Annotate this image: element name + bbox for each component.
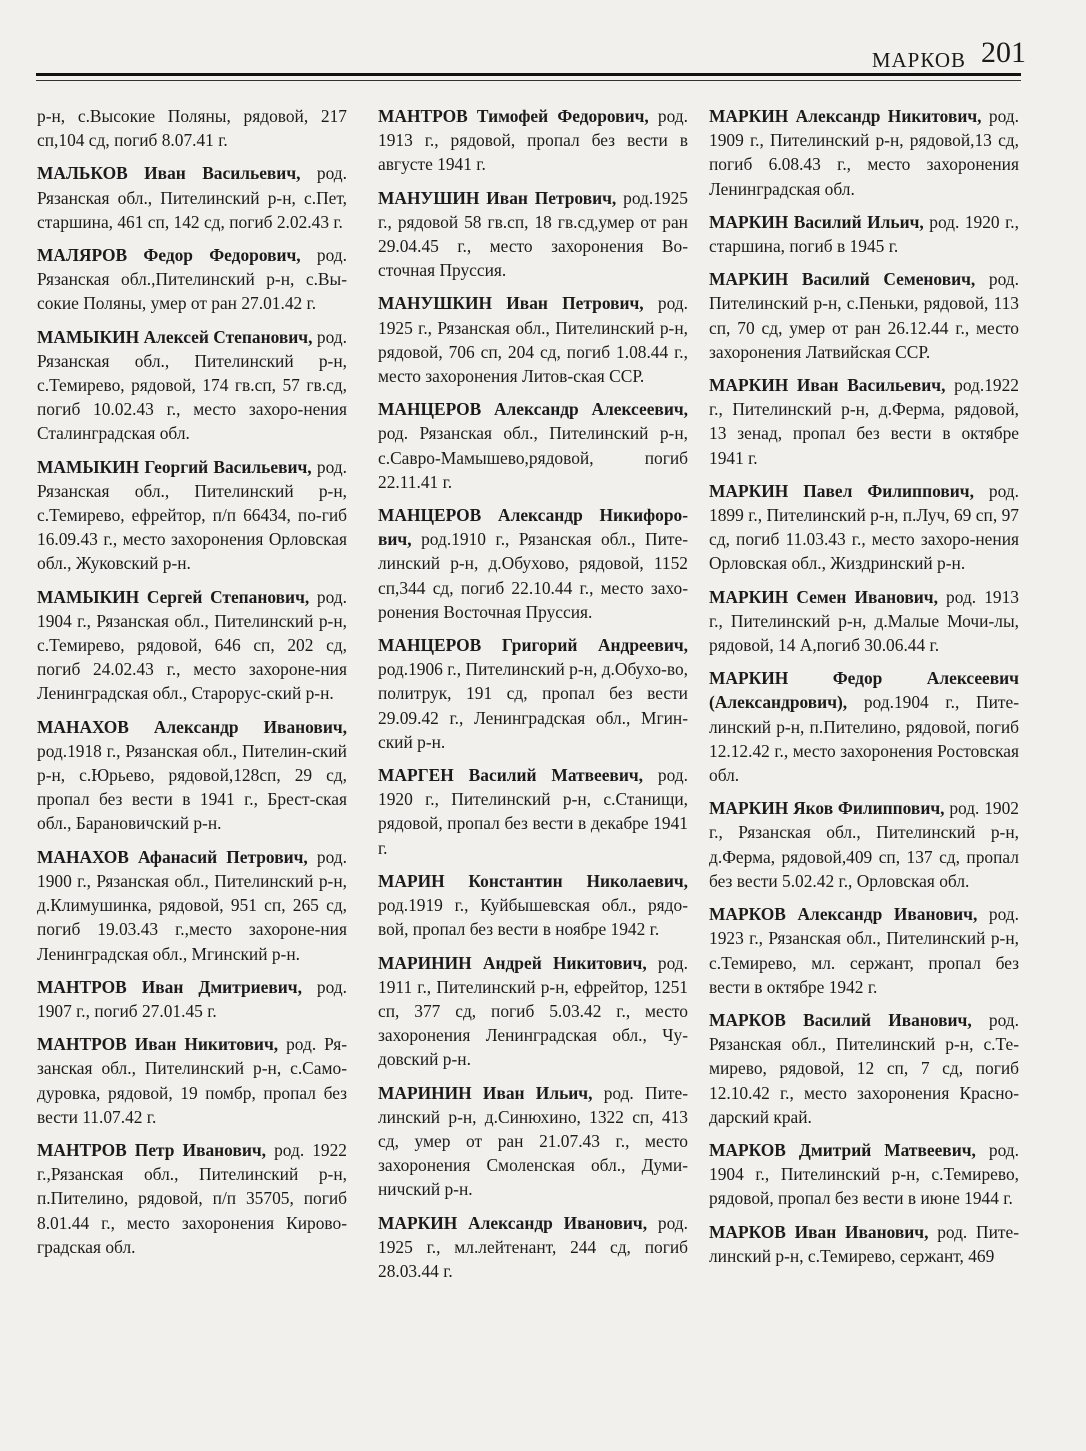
entry-name: МАНТРОВ Иван Дмитриевич, xyxy=(37,976,302,997)
entry-text: род. 1907 г., погиб 27.01.45 г. xyxy=(37,976,347,1021)
entry-name: МАНЦЕРОВ Александр Никифоро-вич, xyxy=(378,505,688,550)
entry xyxy=(37,161,347,234)
entry-name: МАНТРОВ Иван Никитович, xyxy=(37,1034,279,1055)
entry xyxy=(37,975,347,1023)
entry xyxy=(378,951,688,1072)
entry-text: род.1918 г., Рязанская обл., Пителин-ский р-н, с.Юрьево, рядовой,128сп, 29 сд, пропал без вести в 1941 г., Брест-ская обл., Барановичский р-н. xyxy=(37,740,347,834)
entry-name: МАНУШИН Иван Петрович, xyxy=(378,187,617,208)
entry-name: МАНЦЕРОВ Григорий Андреевич, xyxy=(378,635,688,656)
entry-name: МАРКИН Павел Филиппович, xyxy=(709,480,974,501)
entry-text: род. 1922 г.,Рязанская обл., Пителинский р-н, п.Пителино, рядовой, п/п 35705, погиб 8.01.44 г., место захоронения Кирово-градская обл. xyxy=(37,1139,348,1257)
entry-name: МАРИН Константин Николаевич, xyxy=(378,870,688,891)
entry-name: МАРКИН Василий Ильич, xyxy=(709,211,924,232)
entry-text: род. Пителинский р-н, с.Пеньки, рядовой, 113 сп, 70 сд, умер от ран 26.12.44 г., место захоронения Латвийская ССР. xyxy=(709,269,1019,362)
entry xyxy=(37,1138,347,1259)
entry-text: род. 1909 г., Пителинский р-н, рядовой,13 сд, погиб 6.08.43 г., место захоронения Ленинградская обл. xyxy=(709,106,1019,199)
entry-name: МАРГЕН Василий Матвеевич, xyxy=(378,765,644,786)
entry xyxy=(378,397,688,494)
column-1 xyxy=(37,104,347,1268)
entry-name: МАРКОВ Василий Иванович, xyxy=(709,1009,972,1030)
entry xyxy=(37,243,347,316)
entry xyxy=(709,1008,1019,1129)
entry xyxy=(37,104,347,152)
entry-text: род. 1899 г., Пителинский р-н, п.Луч, 69 сп, 97 сд, погиб 11.03.43 г., место захоро-нения Орловская обл., Жиздринский р-н. xyxy=(709,480,1019,574)
entry-name: МАНТРОВ Тимофей Федорович, xyxy=(378,106,649,126)
entry-text: род. Пите-линский р-н, с.Темирево, сержант, 469 xyxy=(709,1221,1019,1266)
entry-text: род. Рязанская обл., Пителинский р-н, с.Пет, старшина, 461 сп, 142 сд, погиб 2.02.43 г. xyxy=(37,163,347,232)
entry xyxy=(709,210,1019,258)
header-rule-thin xyxy=(36,80,1021,81)
entry-text: род. 1920 г., Пителинский р-н, с.Станищи, рядовой, пропал без вести в декабре 1941 г. xyxy=(378,765,688,858)
entry xyxy=(378,104,688,177)
entry-name: МАРКИН Семен Иванович, xyxy=(709,586,938,607)
page-header xyxy=(36,32,1026,72)
entry-name: МАРКОВ Дмитрий Матвеевич, xyxy=(709,1139,976,1160)
entry-text: род. 1913 г., рядовой, пропал без вести в августе 1941 г. xyxy=(378,106,688,175)
entry-name: МАНУШКИН Иван Петрович, xyxy=(378,293,644,314)
entry xyxy=(709,796,1019,893)
entry-name: МАРКИН Александр Иванович, xyxy=(378,1212,648,1233)
entry xyxy=(709,585,1019,658)
entry xyxy=(37,325,347,446)
column-2 xyxy=(378,104,688,1292)
entry-name: МАРКИН Федор Алексеевич (Александрович), xyxy=(709,668,1019,713)
entry-name: МАНАХОВ Александр Иванович, xyxy=(37,716,347,737)
entry-text: род.1906 г., Пителинский р-н, д.Обухо-во, политрук, 191 сд, пропал без вести 29.09.42 г., Ленинградская обл., Мгин-ский р-н. xyxy=(378,659,688,752)
entry-text: род. Рязанская обл.,Пителинский р-н, с.Вы-сокие Поляны, умер от ран 27.01.42 г. xyxy=(37,245,347,314)
entry xyxy=(378,763,688,860)
entry-name: МАРКОВ Иван Иванович, xyxy=(709,1221,929,1242)
entry-text: род. 1904 г., Пителинский р-н, с.Темирево, рядовой, пропал без вести в июне 1944 г. xyxy=(709,1139,1019,1209)
running-head: МАРКОВ xyxy=(871,48,966,72)
entry-name: МАРКИН Василий Семенович, xyxy=(709,269,976,290)
entry-text: род. Рязанская обл., Пителинский р-н, с.Савро-Мамышево,рядовой, погиб 22.11.41 г. xyxy=(378,423,688,492)
page-number: 201 xyxy=(981,36,1026,69)
entry xyxy=(709,902,1019,999)
entry xyxy=(37,1032,347,1129)
entry xyxy=(709,1220,1019,1268)
entry-name: МАМЫКИН Алексей Степанович, xyxy=(37,326,313,347)
entry xyxy=(378,1211,688,1284)
entry-text: род. 1923 г., Рязанская обл., Пителинский р-н, с.Темирево, мл. сержант, пропал без вести в октябре 1942 г. xyxy=(709,904,1020,997)
entry-text: род. 1925 г., Рязанская обл., Пителинский р-н, рядовой, 706 сп, 204 сд, погиб 1.08.44 г., место захоронения Литов-ская ССР. xyxy=(378,293,689,387)
entry-name: МАНЦЕРОВ Александр Алексеевич, xyxy=(378,399,688,420)
entry-name: МАНАХОВ Афанасий Петрович, xyxy=(37,846,308,867)
entry xyxy=(378,869,688,942)
entry xyxy=(378,1081,688,1202)
entry-text: род.1919 г., Куйбышевская обл., рядо-вой, пропал без вести в ноябре 1942 г. xyxy=(378,895,688,940)
entry-text: род. Рязанская обл., Пителинский р-н, с.Те-мирево, рядовой, 12 сп, 7 сд, погиб 12.10.42 г., место захоронения Красно-дарский край. xyxy=(709,1009,1019,1127)
entry-text: род.1922 г., Пителинский р-н, д.Ферма, рядовой, 13 зенад, пропал без вести в октябре 1941 г. xyxy=(709,375,1019,468)
entry-name: МАМЫКИН Георгий Васильевич, xyxy=(37,456,312,477)
entry-name: МАНТРОВ Петр Иванович, xyxy=(37,1139,267,1160)
entry-name: МАМЫКИН Сергей Степанович, xyxy=(37,586,310,607)
entry xyxy=(709,666,1019,787)
entry xyxy=(378,186,688,283)
entry-text: род.1910 г., Рязанская обл., Пите-линский р-н, д.Обухово, рядовой, 1152 сп,344 сд, погиб 22.10.44 г., место захо-ронения Восточная Пруссия. xyxy=(378,529,688,622)
entry xyxy=(378,633,688,754)
entry xyxy=(378,291,688,388)
entry xyxy=(37,455,347,576)
entry-name: МАЛЬКОВ Иван Васильевич, xyxy=(37,163,301,184)
entry-text: род.1904 г., Пите-линский р-н, п.Пителино, рядовой, погиб 12.12.42 г., место захоронения Ростовская обл. xyxy=(709,692,1019,786)
entry-name: МАЛЯРОВ Федор Федорович, xyxy=(37,245,301,266)
entry xyxy=(709,267,1019,364)
entry-name: МАРИНИН Иван Ильич, xyxy=(378,1082,593,1103)
entry-text: род. 1925 г., мл.лейтенант, 244 сд, погиб 28.03.44 г. xyxy=(378,1212,688,1281)
header-rule-thick xyxy=(36,73,1021,76)
entry-text: р-н, с.Высокие Поляны, рядовой, 217 сп,104 сд, погиб 8.07.41 г. xyxy=(37,106,347,151)
entry xyxy=(37,715,347,836)
entry xyxy=(709,1138,1019,1211)
entry-text: род. 1904 г., Рязанская обл., Пителинский р-н, с.Темирево, рядовой, 646 сп, 202 сд, погиб 24.02.43 г., место захороне-ния Ленинградская обл., Старорус-ский р-н. xyxy=(37,586,348,704)
entry xyxy=(378,503,688,624)
entry-name: МАРКИН Александр Никитович, xyxy=(709,106,982,126)
entry-text: род. Рязанская обл., Пителинский р-н, с.Темирево, рядовой, 174 гв.сп, 57 гв.сд, погиб 10.02.43 г., место захоро-нения Сталинградская обл. xyxy=(37,326,347,444)
entry-text: род. Пите-линский р-н, д.Синюхино, 1322 сп, 413 сд, умер от ран 21.07.43 г., место захоронения Смоленская обл., Думи-ничский р-н. xyxy=(378,1082,688,1200)
entry xyxy=(709,479,1019,576)
entry-text: род. Ря-занская обл., Пителинский р-н, с.Само-дуровка, рядовой, 19 помбр, пропал без вести 11.07.42 г. xyxy=(37,1034,347,1127)
entry-text: род. 1900 г., Рязанская обл., Пителинский р-н, д.Климушинка, рядовой, 951 сп, 265 сд, погиб 19.03.43 г.,место захороне-ния Ленинградская обл., Мгинский р-н. xyxy=(37,846,348,964)
entry xyxy=(37,845,347,966)
entry-name: МАРКИН Иван Васильевич, xyxy=(709,375,946,396)
entry xyxy=(37,585,347,706)
entry-text: род. 1902 г., Рязанская обл., Пителинский р-н, д.Ферма, рядовой,409 сп, 137 сд, пропал без вести 5.02.42 г., Орловская обл. xyxy=(709,798,1019,891)
entry-text: род.1925 г., рядовой 58 гв.сп, 18 гв.сд,умер от ран 29.04.45 г., место захоронения Во-сточная Пруссия. xyxy=(378,187,689,281)
entry-text: род. 1913 г., Пителинский р-н, д.Малые Мочи-лы, рядовой, 14 А,погиб 30.06.44 г. xyxy=(709,586,1019,656)
entry-text: род. 1920 г., старшина, погиб в 1945 г. xyxy=(709,211,1019,257)
column-3 xyxy=(709,104,1019,1277)
entry-name: МАРКИН Яков Филиппович, xyxy=(709,798,945,819)
entry xyxy=(709,373,1019,470)
entry-text: род. 1911 г., Пителинский р-н, ефрейтор, 1251 сп, 377 сд, погиб 5.03.42 г., место захоронения Ленинградская обл., Чу-довский р-н. xyxy=(378,952,689,1070)
entry xyxy=(709,104,1019,201)
entry-name: МАРИНИН Андрей Никитович, xyxy=(378,952,647,973)
entry-name: МАРКОВ Александр Иванович, xyxy=(709,904,978,925)
entry-text: род. Рязанская обл., Пителинский р-н, с.Темирево, ефрейтор, п/п 66434, по-гиб 16.09.43 г., место захоронения Орловская обл., Жуковский р-н. xyxy=(37,456,348,574)
